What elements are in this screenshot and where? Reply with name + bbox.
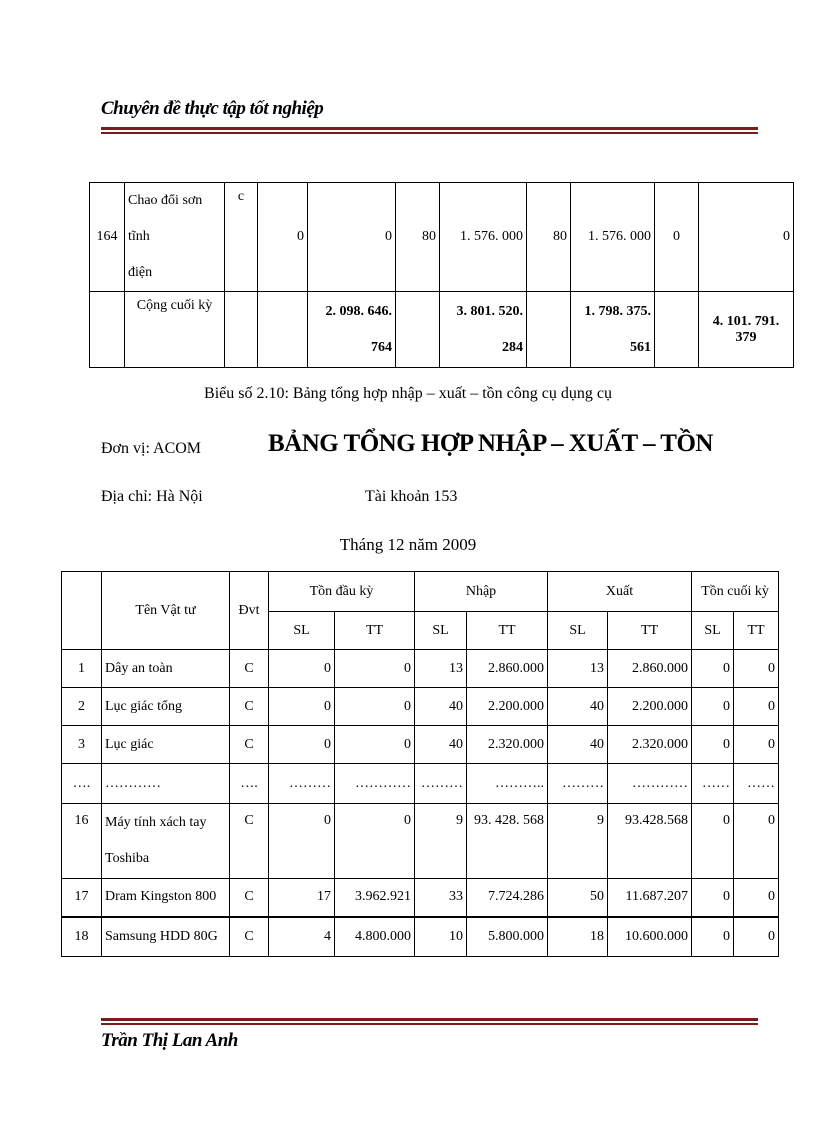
cell-nhap-sl: 10 <box>415 917 467 957</box>
item-name-line2: điện <box>128 265 153 280</box>
cell-ton-dau-sl: 0 <box>269 804 335 879</box>
header-ton-dau: Tồn đầu kỳ <box>269 572 415 612</box>
cell-item-name: Samsung HDD 80G <box>102 917 230 957</box>
item-name-line1: Máy tính xách tay <box>105 815 207 830</box>
table-row <box>62 764 779 804</box>
table-row-164 <box>90 183 794 292</box>
cell-item-name <box>125 183 225 292</box>
cell-ton-dau-sl: ……… <box>269 764 335 804</box>
header-rule-bottom <box>101 132 758 134</box>
total-xuat-line2: 561 <box>630 339 651 355</box>
cell-nhap-tt: 1. 576. 000 <box>440 183 527 292</box>
cell-dvt: c <box>225 183 258 292</box>
cell-stt: 2 <box>62 688 102 726</box>
cell-ton-cuoi-sl: 0 <box>692 650 734 688</box>
footer-rule-bottom <box>101 1023 758 1025</box>
report-title: BẢNG TỔNG HỢP NHẬP – XUẤT – TỒN <box>268 430 713 457</box>
account-label: Tài khoản 153 <box>365 488 458 505</box>
cell-ton-dau-sl: 4 <box>269 917 335 957</box>
cell-item-name: ………… <box>102 764 230 804</box>
cell-total-nhap-tt <box>440 292 527 368</box>
cell-ton-dau-sl: 17 <box>269 879 335 917</box>
cell-xuat-sl: 13 <box>548 650 608 688</box>
cell-stt: 18 <box>62 917 102 957</box>
cell-ton-cuoi-tt: 0 <box>734 688 779 726</box>
cell-nhap-tt: 5.800.000 <box>467 917 548 957</box>
header-stt <box>62 572 102 650</box>
cell-xuat-sl: 50 <box>548 879 608 917</box>
cell-ton-cuoi-sl: 0 <box>655 183 699 292</box>
summary-table <box>61 571 779 957</box>
total-nhap-line2: 284 <box>502 339 523 355</box>
cell-ton-cuoi-sl: 0 <box>692 804 734 879</box>
cell-ton-dau-tt: 0 <box>335 726 415 764</box>
cell-item-name: Dram Kingston 800 <box>102 879 230 917</box>
cell-ton-dau-tt: 4.800.000 <box>335 917 415 957</box>
address-label: Địa chỉ: Hà Nội <box>101 488 203 505</box>
cell-ton-cuoi-tt: 0 <box>734 879 779 917</box>
cell-xuat-sl: 40 <box>548 688 608 726</box>
cell-nhap-tt: 2.860.000 <box>467 650 548 688</box>
author-name: Trần Thị Lan Anh <box>101 1030 238 1051</box>
cell-xuat-sl: 9 <box>548 804 608 879</box>
header-dvt: Đvt <box>230 572 269 650</box>
cell-total-label: Cộng cuối kỳ <box>125 292 225 368</box>
cell-xuat-tt: 2.200.000 <box>608 688 692 726</box>
cell-ton-cuoi-sl: 0 <box>692 879 734 917</box>
cell-empty <box>90 292 125 368</box>
cell-ton-dau-tt: 0 <box>308 183 396 292</box>
cell-ton-cuoi-sl: 0 <box>692 688 734 726</box>
cell-ton-cuoi-sl: 0 <box>692 726 734 764</box>
cell-total-ton-cuoi-tt: 4. 101. 791. 379 <box>699 292 794 368</box>
table-row <box>62 879 779 917</box>
header-sl: SL <box>269 612 335 650</box>
cell-item-name <box>102 804 230 879</box>
cell-ton-dau-tt: 0 <box>335 688 415 726</box>
unit-label: Đơn vị: ACOM <box>101 440 202 457</box>
cell-xuat-sl: ……… <box>548 764 608 804</box>
cell-xuat-tt: 10.600.000 <box>608 917 692 957</box>
header-xuat: Xuất <box>548 572 692 612</box>
cell-empty <box>396 292 440 368</box>
cell-xuat-tt: ………… <box>608 764 692 804</box>
cell-nhap-sl: 13 <box>415 650 467 688</box>
cell-xuat-tt: 2.860.000 <box>608 650 692 688</box>
cell-empty <box>258 292 308 368</box>
cell-total-xuat-tt <box>571 292 655 368</box>
cell-ton-cuoi-tt: 0 <box>734 917 779 957</box>
cell-dvt: C <box>230 650 269 688</box>
cell-ton-cuoi-tt: 0 <box>699 183 794 292</box>
cell-stt: 17 <box>62 879 102 917</box>
cell-ton-dau-tt: ………… <box>335 764 415 804</box>
cell-ton-dau-tt: 3.962.921 <box>335 879 415 917</box>
item-name-line1: Chao đổi sơn tĩnh <box>128 193 203 244</box>
total-nhap-line1: 3. 801. 520. <box>456 303 523 319</box>
cell-stt: …. <box>62 764 102 804</box>
cell-ton-cuoi-sl: 0 <box>692 917 734 957</box>
cell-item-name: Lục giác tổng <box>102 688 230 726</box>
figure-caption: Biểu số 2.10: Bảng tổng hợp nhập – xuất – tồn công cụ dụng cụ <box>204 385 612 402</box>
header-rule-top <box>101 127 758 130</box>
cell-xuat-sl: 80 <box>527 183 571 292</box>
cell-ton-dau-sl: 0 <box>269 688 335 726</box>
footer-rule-top <box>101 1018 758 1021</box>
cell-ton-dau-sl: 0 <box>269 726 335 764</box>
total-ton-dau-line2: 764 <box>371 339 392 355</box>
cell-xuat-tt: 11.687.207 <box>608 879 692 917</box>
cell-xuat-sl: 18 <box>548 917 608 957</box>
cell-dvt: C <box>230 726 269 764</box>
cell-ton-dau-tt: 0 <box>335 804 415 879</box>
cell-nhap-sl: 40 <box>415 726 467 764</box>
cell-xuat-sl: 40 <box>548 726 608 764</box>
cell-item-name: Lục giác <box>102 726 230 764</box>
cell-ton-dau-tt: 0 <box>335 650 415 688</box>
header-nhap: Nhập <box>415 572 548 612</box>
cell-xuat-tt: 1. 576. 000 <box>571 183 655 292</box>
period-label: Tháng 12 năm 2009 <box>339 535 477 554</box>
total-ton-dau-line1: 2. 098. 646. <box>325 303 392 319</box>
header-tt: TT <box>608 612 692 650</box>
cell-nhap-sl: 80 <box>396 183 440 292</box>
cell-stt: 1 <box>62 650 102 688</box>
cell-nhap-tt: 7.724.286 <box>467 879 548 917</box>
header-tt: TT <box>335 612 415 650</box>
cell-empty <box>655 292 699 368</box>
table-row <box>62 688 779 726</box>
header-tt: TT <box>467 612 548 650</box>
cell-nhap-sl: ……… <box>415 764 467 804</box>
cell-empty <box>225 292 258 368</box>
cell-ton-cuoi-tt: 0 <box>734 804 779 879</box>
cell-empty <box>527 292 571 368</box>
item-name-line2: Toshiba <box>105 851 150 866</box>
cell-total-ton-dau-tt <box>308 292 396 368</box>
cell-nhap-tt: ……….. <box>467 764 548 804</box>
table-row-total <box>90 292 794 368</box>
cell-ton-cuoi-tt: 0 <box>734 726 779 764</box>
table-header-row-1 <box>62 572 779 612</box>
table-row <box>62 726 779 764</box>
document-header-title: Chuyên đề thực tập tốt nghiệp <box>101 98 324 119</box>
cell-ton-dau-sl: 0 <box>269 650 335 688</box>
cell-dvt: C <box>230 879 269 917</box>
total-xuat-line1: 1. 798. 375. <box>584 303 651 319</box>
header-sl: SL <box>415 612 467 650</box>
table-row <box>62 917 779 957</box>
cell-nhap-tt: 2.320.000 <box>467 726 548 764</box>
table-row <box>62 804 779 879</box>
cell-stt: 16 <box>62 804 102 879</box>
cell-ton-cuoi-tt: 0 <box>734 650 779 688</box>
cell-nhap-sl: 9 <box>415 804 467 879</box>
cell-xuat-tt: 93.428.568 <box>608 804 692 879</box>
cell-nhap-sl: 33 <box>415 879 467 917</box>
cell-ton-cuoi-tt: …… <box>734 764 779 804</box>
cell-dvt: C <box>230 804 269 879</box>
cell-ton-cuoi-sl: …… <box>692 764 734 804</box>
header-ton-cuoi: Tồn cuối kỳ <box>692 572 779 612</box>
cell-nhap-tt: 93. 428. 568 <box>467 804 548 879</box>
cell-nhap-tt: 2.200.000 <box>467 688 548 726</box>
cell-ton-dau-sl: 0 <box>258 183 308 292</box>
cell-item-name: Dây an toàn <box>102 650 230 688</box>
cell-dvt: …. <box>230 764 269 804</box>
header-tt: TT <box>734 612 779 650</box>
header-sl: SL <box>548 612 608 650</box>
table-row <box>62 650 779 688</box>
cell-xuat-tt: 2.320.000 <box>608 726 692 764</box>
continuation-table <box>89 182 794 368</box>
cell-stt: 164 <box>90 183 125 292</box>
header-sl: SL <box>692 612 734 650</box>
header-name: Tên Vật tư <box>102 572 230 650</box>
cell-nhap-sl: 40 <box>415 688 467 726</box>
cell-dvt: C <box>230 688 269 726</box>
cell-dvt: C <box>230 917 269 957</box>
cell-stt: 3 <box>62 726 102 764</box>
